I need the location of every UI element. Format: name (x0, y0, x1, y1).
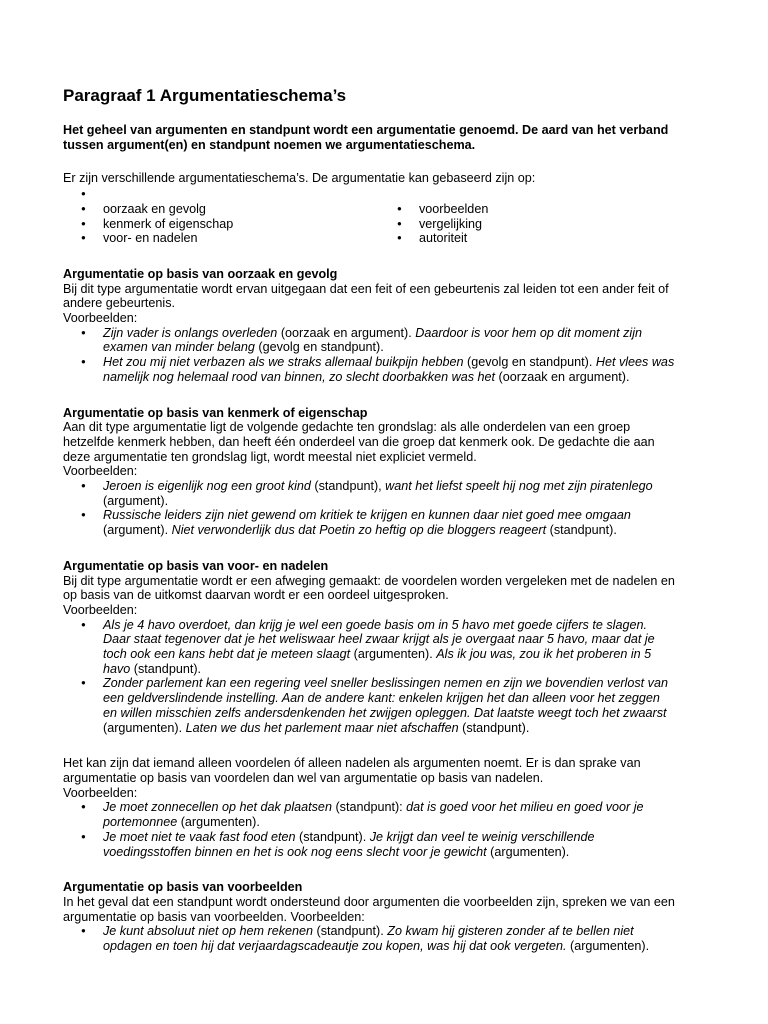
section-body: Bij dit type argumentatie wordt er een afweging gemaakt: de voordelen worden vergeleken met de nadelen en op basis van de uitkomst daarvan wordt er een oordeel uitgesproken. (63, 573, 675, 603)
example-item: ● Zonder parlement kan een regering veel sneller beslissingen nemen en zijn we bovendien verlost van een geldverslindende instelling. Aan de andere kant: enkelen krijgen het dan alleen voor het zeggen en willen misschien zelfs andersdenkenden het zwijgen opleggen. Dat laatste weegt toch het zwaarst (argumenten). Laten we dus het parlement maar niet afschaffen (standpunt). (63, 676, 675, 735)
example-list (63, 800, 675, 859)
example-list (63, 479, 675, 538)
example-item: ● Zijn vader is onlangs overleden (oorzaak en argument). Daardoor is voor hem op dit moment zijn examen van minder belang (gevolg en standpunt). (63, 326, 675, 355)
section-kenmerk-eigenschap (63, 406, 675, 538)
list-item: ● vergelijking (379, 217, 488, 232)
section-heading: Argumentatie op basis van voor- en nadelen (63, 558, 329, 573)
examples-label: Voorbeelden: (63, 464, 138, 479)
lead-paragraph: Er zijn verschillende argumentatieschema’s. De argumentatie kan gebaseerd zijn op: (63, 171, 536, 186)
section-heading: Argumentatie op basis van kenmerk of eigenschap (63, 405, 368, 420)
list-item: ● kenmerk of eigenschap (63, 217, 379, 232)
list-item: ● oorzaak en gevolg (63, 202, 379, 217)
intro-paragraph: Het geheel van argumenten en standpunt wordt een argumentatie genoemd. De aard van het verband tussen argument(en) en standpunt noemen we argumentatieschema. (63, 123, 669, 152)
list-item: ● autoriteit (379, 231, 488, 246)
example-item: ● Je kunt absoluut niet op hem rekenen (standpunt). Zo kwam hij gisteren zonder af te bellen niet opdagen en toen hij dat verjaardagscadeautje zou kopen, was hij dat ook vergeten. (argumenten). (63, 924, 675, 953)
example-item: ● Het zou mij niet verbazen als we straks allemaal buikpijn hebben (gevolg en standpunt). Het vlees was namelijk nog helemaal rood van binnen, zo slecht doorbakken was het (oorzaak en argument). (63, 355, 675, 384)
example-item: ● Jeroen is eigenlijk nog een groot kind (standpunt), want het liefst speelt hij nog met zijn piratenlego (argument). (63, 479, 675, 508)
example-list (63, 618, 675, 736)
section-heading: Argumentatie op basis van voorbeelden (63, 880, 303, 895)
example-item: ● Als je 4 havo overdoet, dan krijg je wel een goede basis om in 5 havo met goede cijfers te slagen. Daar staat tegenover dat je het weliswaar heel zwaar krijgt als je overgaat naar 5 havo, maar dat je toch ook een kans hebt dat je meteen slaagt (argumenten). Als ik jou was, zou ik het proberen in 5 havo (standpunt). (63, 618, 675, 677)
page-title: Paragraaf 1 Argumentatieschema’s (63, 86, 347, 105)
schema-list-left (63, 187, 379, 246)
section-heading: Argumentatie op basis van oorzaak en gevolg (63, 266, 338, 281)
list-item: ● voor- en nadelen (63, 231, 379, 246)
section-voorbeelden (63, 880, 675, 954)
example-list (63, 326, 675, 385)
example-list (63, 924, 675, 953)
section-body: Aan dit type argumentatie ligt de volgende gedachte ten grondslag: als alle onderdelen van een groep hetzelfde kenmerk hebben, dan heeft één onderdeel van die groep dat kenmerk ook. De gedachte die aan deze argumentatie ten grondslag ligt, wordt meestal niet expliciet vermeld. (63, 420, 655, 464)
example-item: ● Russische leiders zijn niet gewend om kritiek te krijgen en kunnen daar niet goed mee omgaan (argument). Niet verwonderlijk dus dat Poetin zo heftig op die bloggers reageert (standpunt). (63, 508, 675, 537)
list-item-empty (63, 187, 379, 202)
section-body: Het kan zijn dat iemand alleen voordelen óf alleen nadelen als argumenten noemt. Er is dan sprake van argumentatie op basis van voordelen dan wel van argumentatie op basis van nadelen. (63, 756, 641, 785)
examples-label: Voorbeelden: (63, 785, 138, 800)
example-item: ● Je moet zonnecellen op het dak plaatsen (standpunt): dat is goed voor het milieu en goed voor je portemonnee (argumenten). (63, 800, 675, 829)
schema-list-right (379, 187, 488, 246)
schema-list (63, 187, 675, 246)
examples-label: Voorbeelden: (63, 311, 138, 326)
section-body: In het geval dat een standpunt wordt ondersteund door argumenten die voorbeelden zijn, spreken we van een argumentatie op basis van voorbeelden. Voorbeelden: (63, 894, 675, 924)
list-item: ● voorbeelden (379, 202, 488, 217)
document-page (63, 86, 675, 954)
section-voor-nadelen (63, 559, 675, 735)
example-item: ● Je moet niet te vaak fast food eten (standpunt). Je krijgt dan veel te weinig verschillende voedingsstoffen binnen en het is ook nog eens slecht voor je gewicht (argumenten). (63, 830, 675, 859)
section-body: Bij dit type argumentatie wordt ervan uitgegaan dat een feit of een gebeurtenis zal leiden tot een ander feit of andere gebeurtenis. (63, 281, 669, 311)
section-voordelen-nadelen (63, 756, 675, 859)
examples-label: Voorbeelden: (63, 602, 138, 617)
section-oorzaak-gevolg (63, 267, 675, 385)
